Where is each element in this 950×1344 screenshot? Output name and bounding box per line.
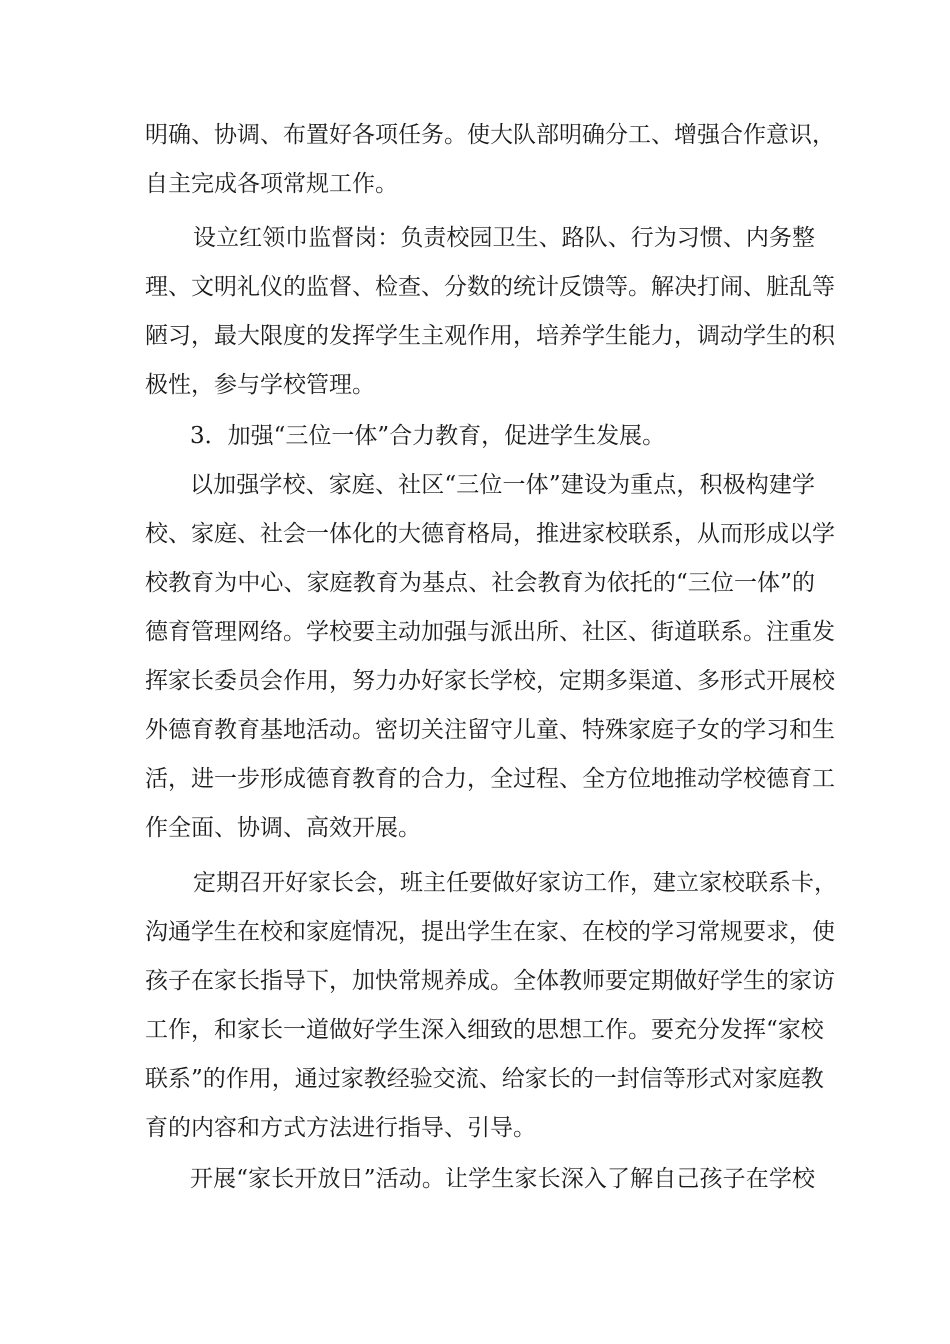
section-heading-3: 3．加强“三位一体”合力教育，促进学生发展。 [190, 423, 666, 449]
paragraph-2-line-1: 设立红领巾监督岗：负责校园卫生、路队、行为习惯、内务整 [193, 225, 815, 251]
paragraph-4-line-3: 校教育为中心、家庭教育为基点、社会教育为依托的“三位一体”的 [145, 570, 815, 596]
paragraph-4-line-4: 德育管理网络。学校要主动加强与派出所、社区、街道联系。注重发 [145, 619, 835, 645]
paragraph-5-line-2: 沟通学生在校和家庭情况，提出学生在家、在校的学习常规要求，使 [145, 919, 835, 945]
paragraph-2-line-2: 理、文明礼仪的监督、检查、分数的统计反馈等。解决打闹、脏乱等 [145, 274, 835, 300]
paragraph-5-line-4: 工作，和家长一道做好学生深入细致的思想工作。要充分发挥“家校 [145, 1017, 824, 1043]
paragraph-2-line-4: 极性，参与学校管理。 [145, 372, 375, 398]
paragraph-5-line-1: 定期召开好家长会，班主任要做好家访工作，建立家校联系卡， [193, 870, 837, 896]
paragraph-5-line-6: 育的内容和方式方法进行指导、引导。 [145, 1115, 536, 1141]
paragraph-6-line-1: 开展“家长开放日”活动。让学生家长深入了解自己孩子在学校 [190, 1166, 815, 1192]
paragraph-4-line-2: 校、家庭、社会一体化的大德育格局，推进家校联系，从而形成以学 [145, 521, 835, 547]
paragraph-5-line-3: 孩子在家长指导下，加快常规养成。全体教师要定期做好学生的家访 [145, 968, 835, 994]
paragraph-2-line-3: 陋习，最大限度的发挥学生主观作用，培养学生能力，调动学生的积 [145, 323, 835, 349]
paragraph-4-line-5: 挥家长委员会作用，努力办好家长学校，定期多渠道、多形式开展校 [145, 668, 835, 694]
paragraph-1-line-2: 自主完成各项常规工作。 [145, 171, 398, 197]
paragraph-5-line-5: 联系”的作用，通过家教经验交流、给家长的一封信等形式对家庭教 [145, 1066, 824, 1092]
paragraph-4-line-8: 作全面、协调、高效开展。 [145, 815, 421, 841]
paragraph-4-line-6: 外德育教育基地活动。密切关注留守儿童、特殊家庭子女的学习和生 [145, 717, 835, 743]
paragraph-4-line-1: 以加强学校、家庭、社区“三位一体”建设为重点，积极构建学 [190, 472, 815, 498]
paragraph-4-line-7: 活，进一步形成德育教育的合力，全过程、全方位地推动学校德育工 [145, 766, 835, 792]
paragraph-1-line-1: 明确、协调、布置好各项任务。使大队部明确分工、增强合作意识， [145, 122, 835, 148]
